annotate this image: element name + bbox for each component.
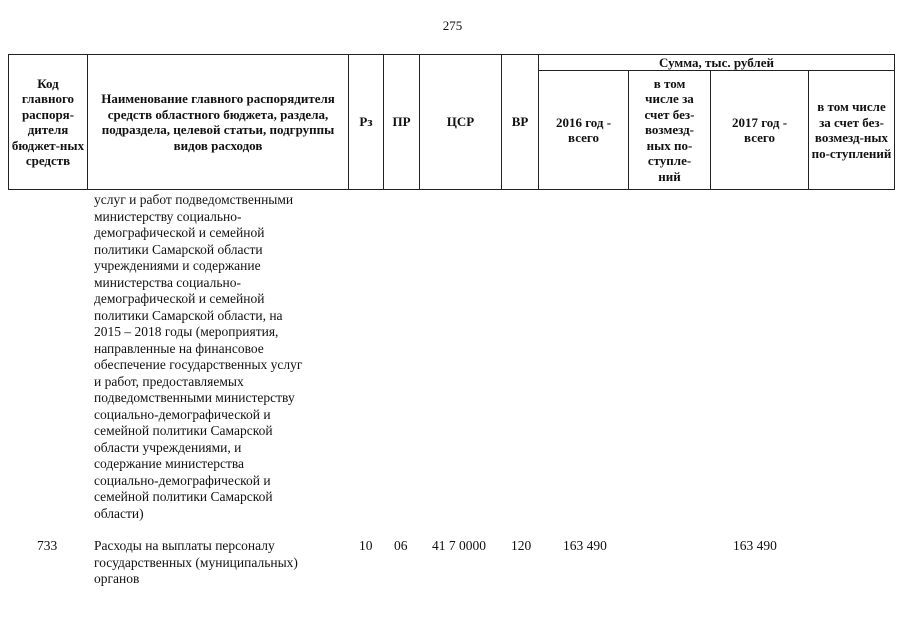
row-name: Расходы на выплаты персоналу государственных (муниципальных) органов — [94, 538, 298, 586]
header-2017-total: 2017 год - всего — [731, 114, 788, 145]
row-pr: 06 — [394, 538, 408, 553]
row-code: 733 — [37, 538, 58, 553]
row-2017-total: 163 490 — [733, 538, 777, 553]
header-name: Наименование главного распорядителя средств областного бюджета, раздела, подраздела, целевой статьи, подгруппы видов расходов — [101, 91, 335, 153]
page-number: 275 — [442, 18, 463, 33]
header-rz: Рз — [359, 114, 373, 130]
header-2017-free: в том числе за счет без-возмезд-ных по-ступлений — [811, 99, 892, 161]
header-sum-group: Сумма, тыс. рублей — [659, 54, 774, 70]
header-csr: ЦСР — [446, 114, 475, 130]
col-border — [894, 54, 895, 190]
header-code: Код главного распоря-дителя бюджет-ных средств — [11, 75, 85, 168]
header-vr: ВР — [511, 114, 529, 130]
header-bottom-border — [8, 189, 895, 190]
row-name: услуг и работ подведомственными министерству социально- демографической и семейной политики Самарской области учреждениями и содержание министерства социально- демографической и семейной политики Самарской области, на 2015 – 2018 годы (мероприятия, направленные на финансовое обеспечение государственных услуг и работ, предоставляемых подведомственными министерству социально-демографической и семейной политики Самарской области учреждениями, и содержание министерства социально-демографической и семейной политики Самарской области) — [94, 192, 303, 521]
row-2016-total: 163 490 — [563, 538, 607, 553]
header-2016-total: 2016 год - всего — [555, 114, 612, 145]
header-2016-free: в том числе за счет без-возмезд-ных по-ступле-ний — [644, 75, 695, 184]
row-vr: 120 — [511, 538, 532, 553]
header-pr: ПР — [392, 114, 411, 130]
table-header — [8, 54, 895, 190]
row-rz: 10 — [359, 538, 373, 553]
row-csr: 41 7 0000 — [432, 538, 486, 553]
